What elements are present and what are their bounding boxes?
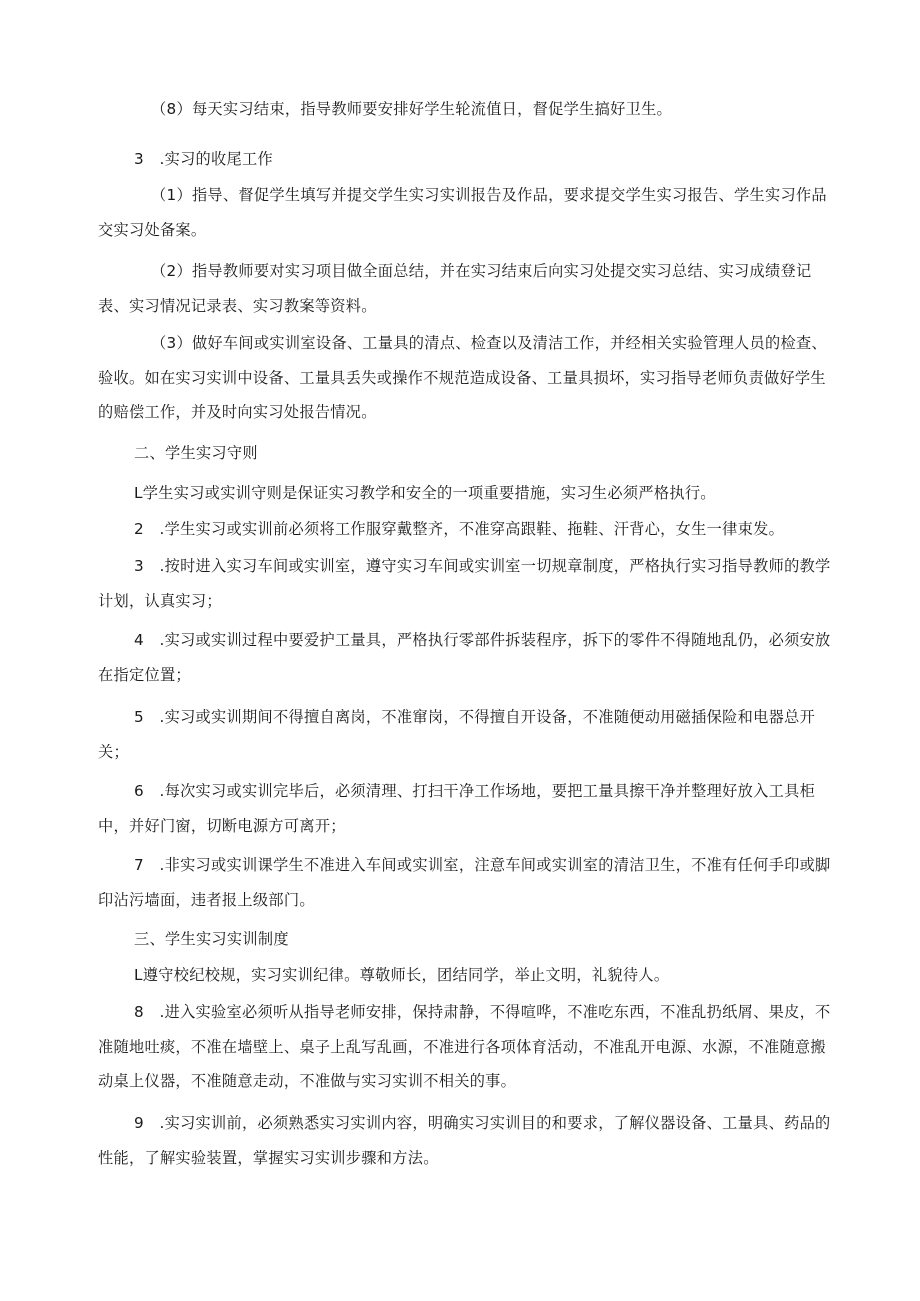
paragraph-rule-2: 2 .学生实习或实训前必须将工作服穿戴整齐，不准穿高跟鞋、拖鞋、汗背心，女生一律束发。 — [134, 520, 785, 538]
paragraph-rule-6: 6 .每次实习或实训完毕后，必须清理、打扫干净工作场地，要把工量具擦干净并整理好放入工具柜中，并好门窗，切断电源方可离开； — [98, 782, 816, 835]
paragraph-wrapup-3: （3）做好车间或实训室设备、工量具的清点、检查以及清洁工作，并经相关实验管理人员的检查、验收。如在实习实训中设备、工量具丢失或操作不规范造成设备、工量具损坏，实习指导老师负责做好学生的赔偿工作，并及时向实习处报告情况。 — [98, 334, 827, 421]
paragraph-item-8-cleaning: （8）每天实习结束，指导教师要安排好学生轮流值日，督促学生搞好卫生。 — [151, 100, 673, 118]
paragraph-rule-7: 7 .非实习或实训课学生不准进入车间或实训室，注意车间或实训室的清洁卫生，不准有任何手印或脚印沾污墙面，违者报上级部门。 — [98, 856, 831, 909]
paragraph-rule-3: 3 .按时进入实习车间或实训室，遵守实习车间或实训室一切规章制度，严格执行实习指导教师的教学计划，认真实习； — [98, 557, 831, 610]
paragraph-rule-5: 5 .实习或实训期间不得擅自离岗，不准窜岗，不得擅自开设备，不准随便动用磁插保险和电器总开关； — [98, 708, 816, 761]
paragraph-rule-1: L学生实习或实训守则是保证实习教学和安全的一项重要措施，实习生必须严格执行。 — [134, 484, 716, 502]
heading-student-rules: 二、学生实习守则 — [134, 444, 258, 462]
paragraph-system-8: 8 .进入实验室必须听从指导老师安排，保持肃静，不得喧哗，不准吃东西，不准乱扔纸屑、果皮，不准随地吐痰，不准在墙壁上、桌子上乱写乱画，不准进行各项体育活动，不准乱开电源、水源，不准随意搬动桌上仪器，不准随意走动，不准做与实习实训不相关的事。 — [98, 1003, 831, 1090]
paragraph-rule-4: 4 .实习或实训过程中要爱护工量具，严格执行零部件拆装程序，拆下的零件不得随地乱仍，必须安放在指定位置； — [98, 631, 831, 684]
paragraph-wrapup-2: （2）指导教师要对实习项目做全面总结，并在实习结束后向实习处提交实习总结、实习成绩登记表、实习情况记录表、实习教案等资料。 — [98, 262, 812, 315]
heading-training-system: 三、学生实习实训制度 — [134, 930, 289, 948]
paragraph-wrapup-1: （1）指导、督促学生填写并提交学生实习实训报告及作品，要求提交学生实习报告、学生实习作品交实习处备案。 — [98, 186, 827, 239]
paragraph-system-9: 9 .实习实训前，必须熟悉实习实训内容，明确实习实训目的和要求，了解仪器设备、工量具、药品的性能，了解实验装置，掌握实习实训步骤和方法。 — [98, 1114, 831, 1167]
heading-section-3-wrapup: 3 .实习的收尾工作 — [134, 150, 273, 168]
paragraph-system-1: L遵守校纪校规，实习实训纪律。尊敬师长，团结同学，举止文明，礼貌待人。 — [134, 966, 670, 984]
